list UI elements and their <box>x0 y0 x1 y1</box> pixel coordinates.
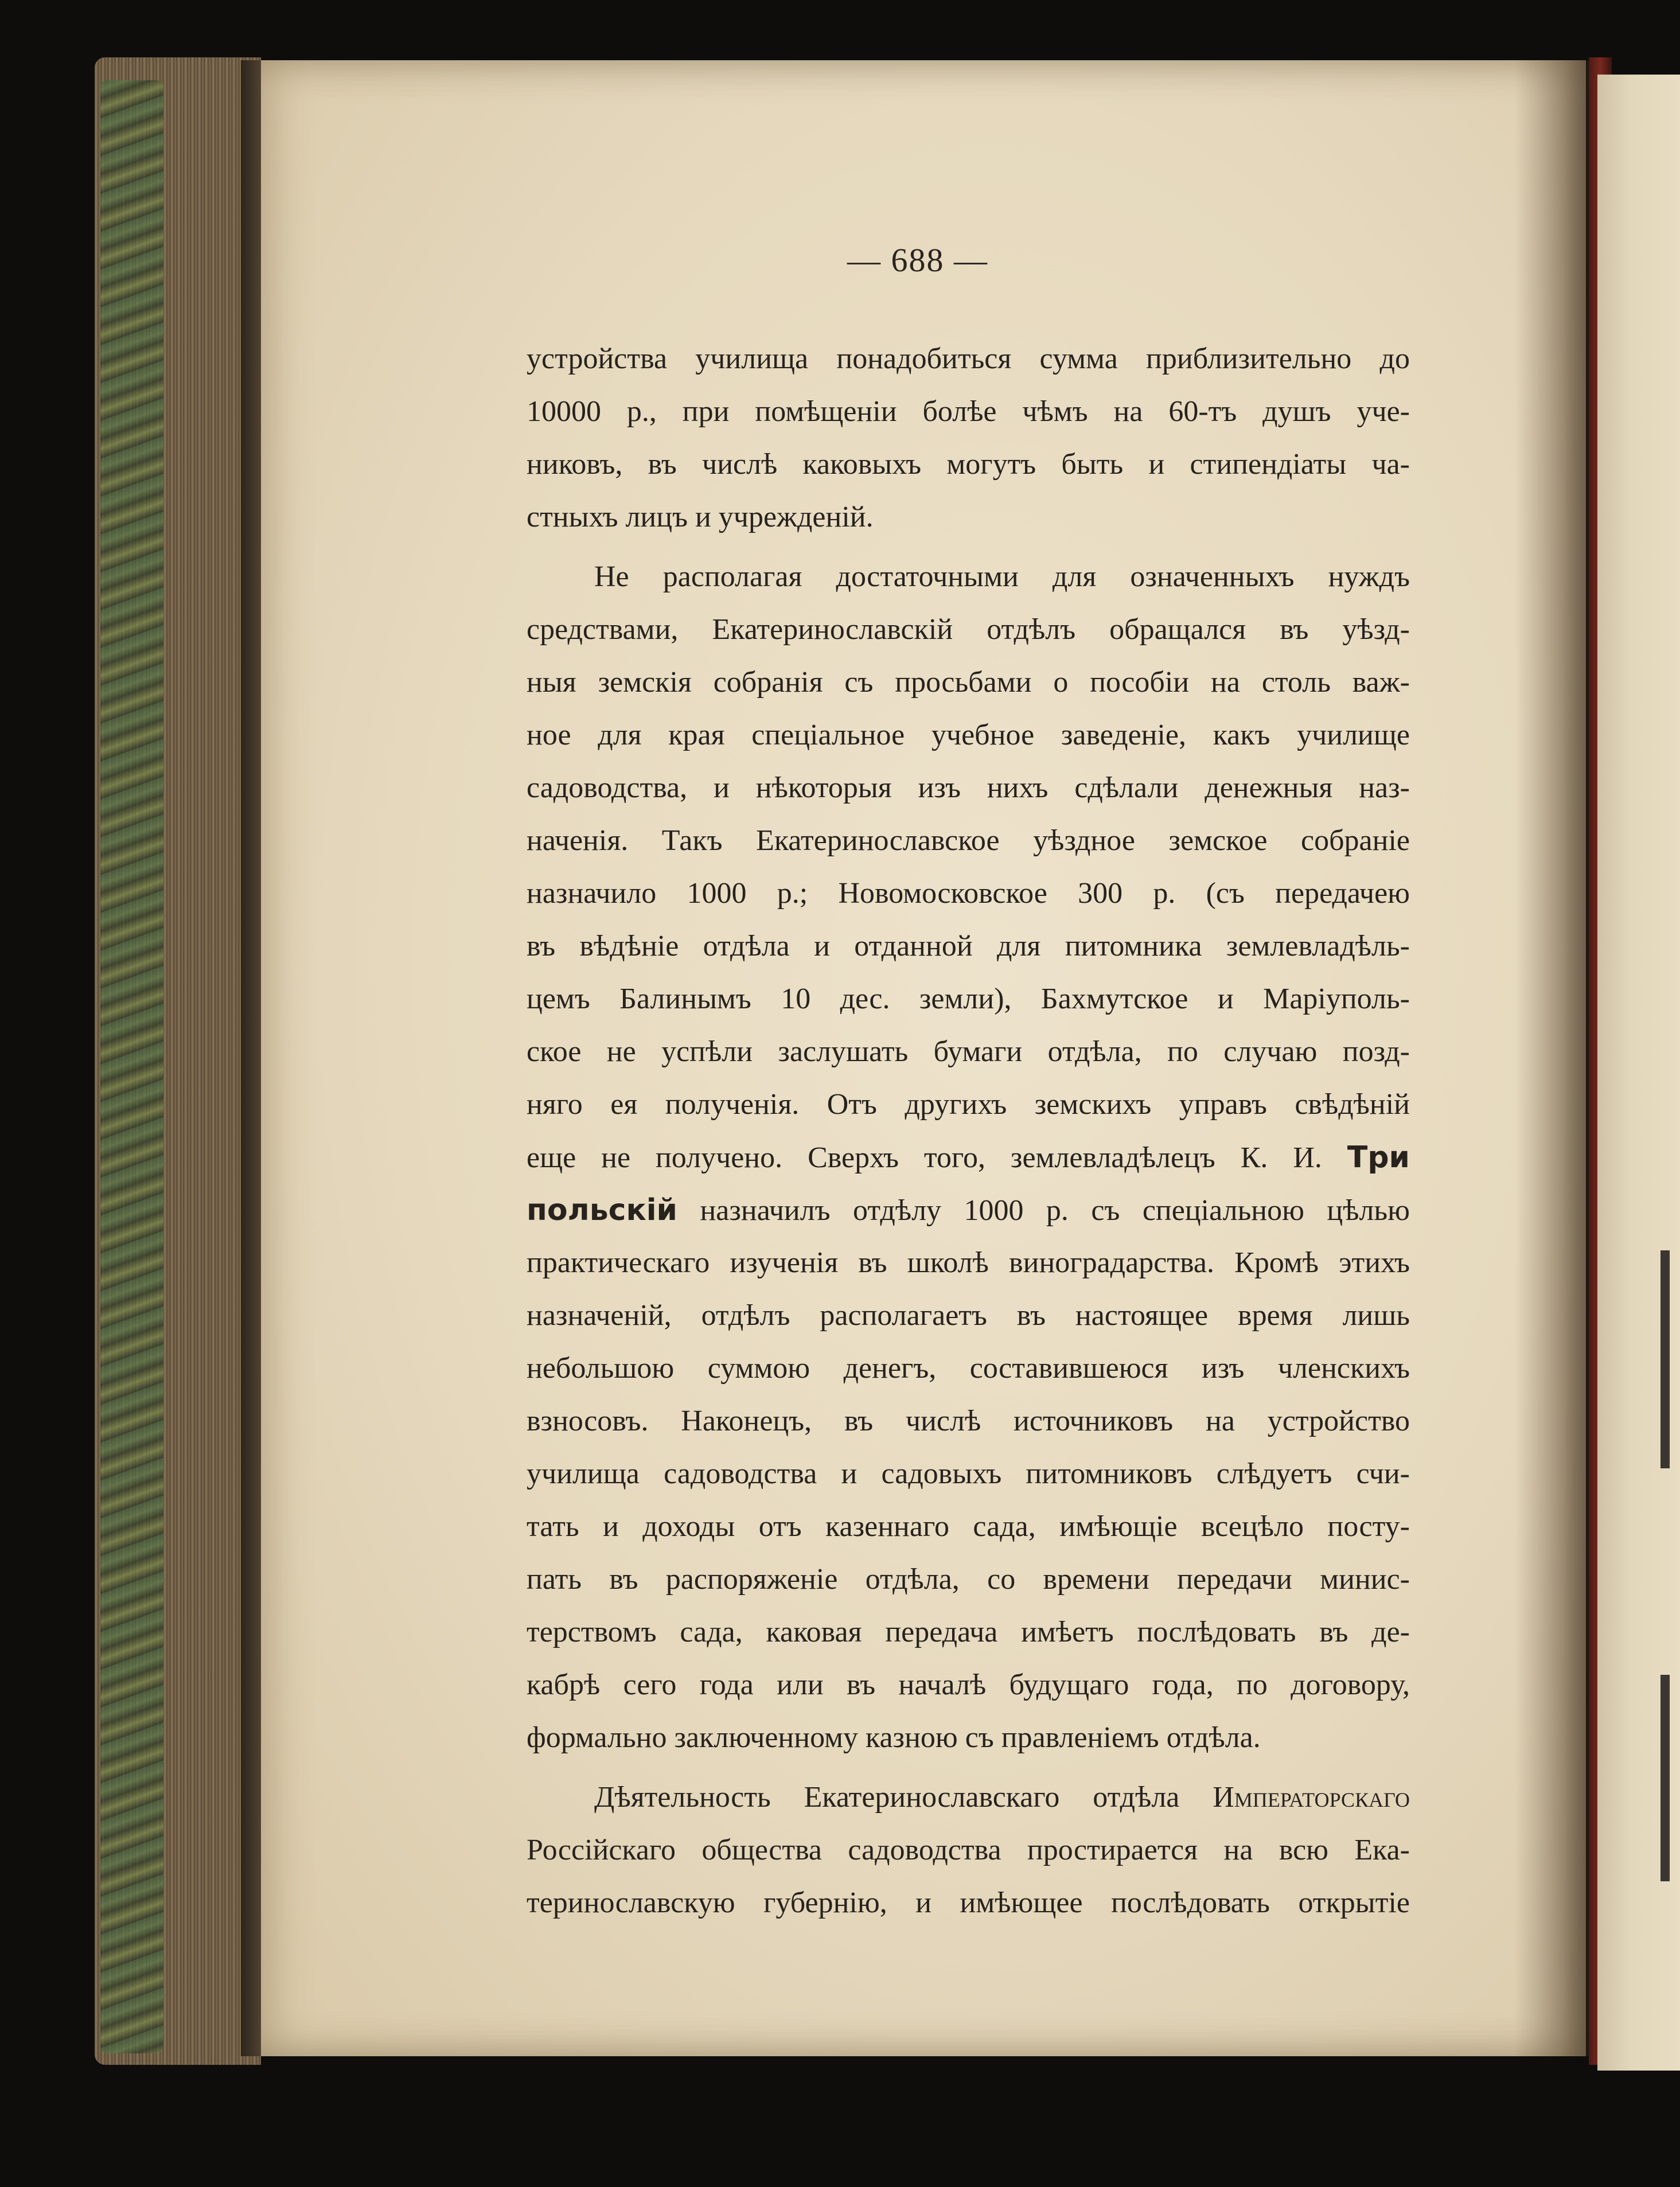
gutter-shadow <box>1514 60 1595 2056</box>
text-line: няго ея полученія. Отъ другихъ земскихъ управъ свѣдѣній <box>527 1088 1410 1121</box>
bold-name: польскій <box>527 1193 677 1227</box>
text-line: практическаго изученія въ школѣ виноградарства. Кромѣ этихъ <box>527 1246 1410 1279</box>
book-spine <box>100 80 163 2053</box>
text-line: формально заключенному казною съ правленіемъ отдѣла. <box>527 1721 1261 1754</box>
text-span: Дѣятельность Екатеринославскаго отдѣла <box>594 1781 1180 1814</box>
text-span: еще не получено. Сверхъ того, землевладѣлецъ К. И. <box>527 1141 1322 1174</box>
text-line: устройства училища понадобиться сумма приблизительно до <box>527 342 1410 375</box>
text-line: тать и доходы отъ казеннаго сада, имѣющіе всецѣло посту- <box>527 1510 1410 1543</box>
text-line: терствомъ сада, каковая передача имѣетъ послѣдовать въ де- <box>527 1616 1410 1648</box>
edge-mark <box>1660 1250 1670 1468</box>
text-line: наченія. Такъ Екатеринославское уѣздное земское собраніе <box>527 824 1410 857</box>
text-line: ныя земскія собранія съ просьбами о пособіи на столь важ- <box>527 666 1410 699</box>
text-line: пать въ распоряженіе отдѣла, со времени передачи минис- <box>527 1563 1410 1596</box>
text-line: стныхъ лицъ и учрежденій. <box>527 501 874 533</box>
text-line: назначило 1000 р.; Новомосковское 300 р. (съ передачею <box>527 877 1410 910</box>
body-text <box>527 333 1410 1929</box>
text-line: училища садоводства и садовыхъ питомниковъ слѣдуетъ счи- <box>527 1457 1410 1490</box>
text-line <box>527 1131 1410 1184</box>
text-line <box>527 1184 1410 1237</box>
text-line: никовъ, въ числѣ каковыхъ могутъ быть и стипендіаты ча- <box>527 448 1410 481</box>
smallcaps-word: Императорскаго <box>1213 1781 1410 1814</box>
text-line: кабрѣ сего года или въ началѣ будущаго года, по договору, <box>527 1668 1410 1701</box>
text-line: назначеній, отдѣлъ располагаетъ въ настоящее время лишь <box>527 1299 1410 1332</box>
bold-name: Три <box>1347 1140 1410 1175</box>
edge-mark <box>1660 1675 1670 1881</box>
text-line: средствами, Екатеринославскій отдѣлъ обращался въ уѣзд- <box>527 613 1410 646</box>
text-line: цемъ Балинымъ 10 дес. земли), Бахмутское и Маріуполь- <box>527 983 1410 1015</box>
text-span: назначилъ отдѣлу 1000 р. съ спеціальною цѣлью <box>700 1194 1410 1227</box>
text-line: ное для края спеціальное учебное заведеніе, какъ училище <box>527 719 1410 751</box>
text-line: садоводства, и нѣкоторыя изъ нихъ сдѣлали денежныя наз- <box>527 771 1410 804</box>
text-line: Россійскаго общества садоводства простирается на всю Ека- <box>527 1834 1410 1866</box>
paragraph-start-line: Не располагая достаточными для означенныхъ нуждъ <box>594 560 1410 593</box>
paragraph-start-line <box>527 1771 1410 1824</box>
text-line: въ вѣдѣніе отдѣла и отданной для питомника землевладѣль- <box>527 930 1410 962</box>
page-stack-shadow <box>241 60 264 2056</box>
text-line: ское не успѣли заслушать бумаги отдѣла, по случаю позд- <box>527 1035 1410 1068</box>
text-line: взносовъ. Наконецъ, въ числѣ источниковъ на устройство <box>527 1405 1410 1437</box>
page-number: — 688 — <box>847 241 988 279</box>
text-line: небольшою суммою денегъ, составившеюся изъ членскихъ <box>527 1352 1410 1385</box>
text-line: 10000 р., при помѣщеніи болѣе чѣмъ на 60-тъ душъ уче- <box>527 395 1410 428</box>
text-line: теринославскую губернію, и имѣющее послѣдовать открытіе <box>527 1886 1410 1919</box>
